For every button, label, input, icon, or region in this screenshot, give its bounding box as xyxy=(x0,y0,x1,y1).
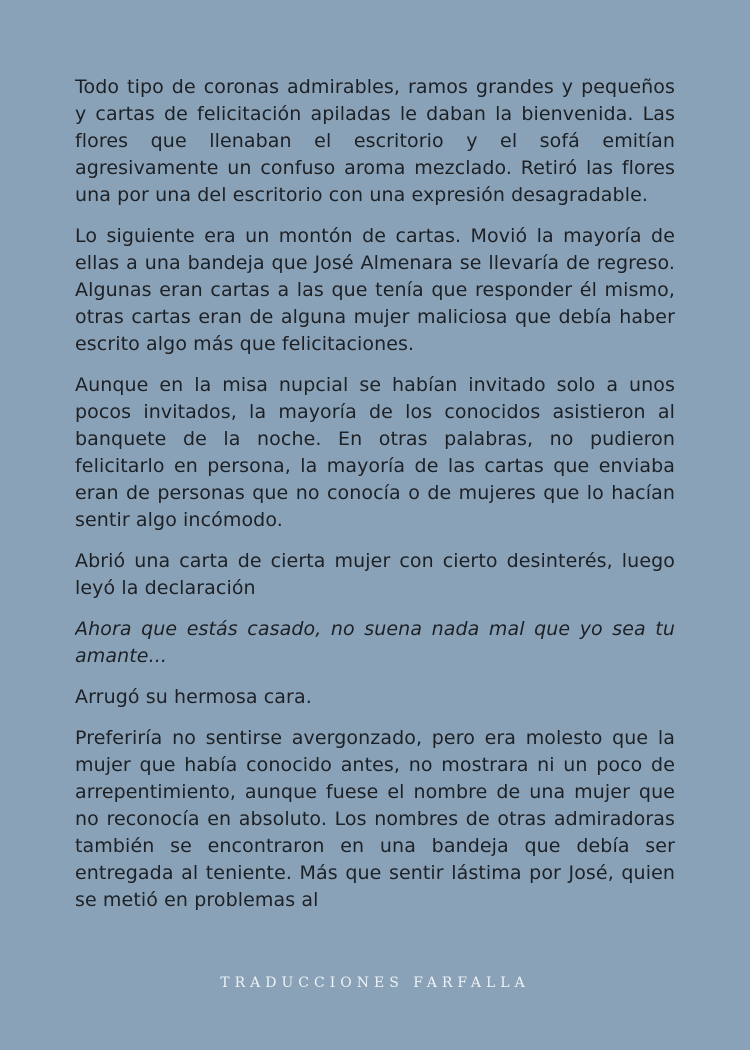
paragraph-4: Abrió una carta de cierta mujer con cierto desinterés, luego leyó la declaración xyxy=(75,550,675,599)
paragraph-5-italic-quote: Ahora que estás casado, no suena nada mal que yo sea tu amante... xyxy=(75,618,675,667)
footer-credit: TRADUCCIONES FARFALLA xyxy=(220,975,530,991)
document-page xyxy=(75,74,675,974)
paragraph-1: Todo tipo de coronas admirables, ramos grandes y pequeños y cartas de felicitación apiladas le daban la bienvenida. Las flores que llenaban el escritorio y el sofá emitían agresivamente un confuso aroma mezclado. Retiró las flores una por una del escritorio con una expresión desagradable. xyxy=(75,76,675,206)
paragraph-3: Aunque en la misa nupcial se habían invitado solo a unos pocos invitados, la mayoría de los conocidos asistieron al banquete de la noche. En otras palabras, no pudieron felicitarlo en persona, la mayoría de las cartas que enviaba eran de personas que no conocía o de mujeres que lo hacían sentir algo incómodo. xyxy=(75,374,675,531)
paragraph-7: Preferiría no sentirse avergonzado, pero era molesto que la mujer que había conocido antes, no mostrara ni un poco de arrepentimiento, aunque fuese el nombre de una mujer que no reconocía en absoluto. Los nombres de otras admiradoras también se encontraron en una bandeja que debía ser entregada al teniente. Más que sentir lástima por José, quien se metió en problemas al xyxy=(75,727,675,911)
paragraph-6: Arrugó su hermosa cara. xyxy=(75,686,312,708)
paragraph-2: Lo siguiente era un montón de cartas. Movió la mayoría de ellas a una bandeja que José Almenara se llevaría de regreso. Algunas eran cartas a las que tenía que responder él mismo, otras cartas eran de alguna mujer maliciosa que debía haber escrito algo más que felicitaciones. xyxy=(75,225,675,355)
